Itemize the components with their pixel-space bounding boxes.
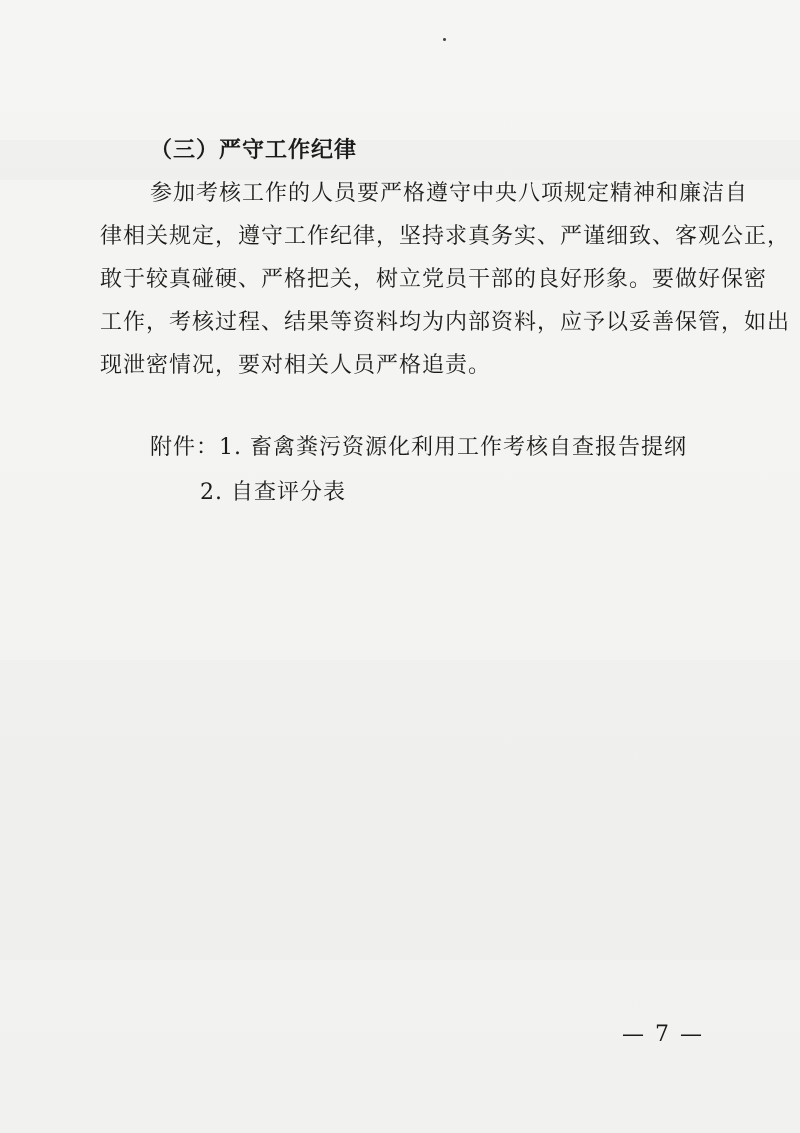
attachment-item-2: 2. 自查评分表	[200, 480, 346, 505]
section-heading: （三）严守工作纪律	[150, 137, 358, 163]
page-number: — 7 —	[622, 1022, 704, 1047]
paragraph-line: 工作，考核过程、结果等资料均为内部资料，应予以妥善保管，如出	[100, 310, 791, 335]
paragraph-line: 律相关规定，遵守工作纪律，坚持求真务实、严谨细致、客观公正，	[100, 224, 791, 249]
show-through-band	[0, 660, 800, 960]
discipline-paragraph	[100, 172, 791, 387]
scan-speck	[443, 38, 446, 41]
paragraph-line: 敢于较真碰硬、严格把关，树立党员干部的良好形象。要做好保密	[100, 267, 768, 292]
attachment-item-1: 附件：1. 畜禽粪污资源化利用工作考核自查报告提纲	[150, 435, 687, 460]
paragraph-line: 参加考核工作的人员要严格遵守中央八项规定精神和廉洁自	[150, 181, 749, 206]
paragraph-line: 现泄密情况，要对相关人员严格追责。	[100, 353, 492, 378]
